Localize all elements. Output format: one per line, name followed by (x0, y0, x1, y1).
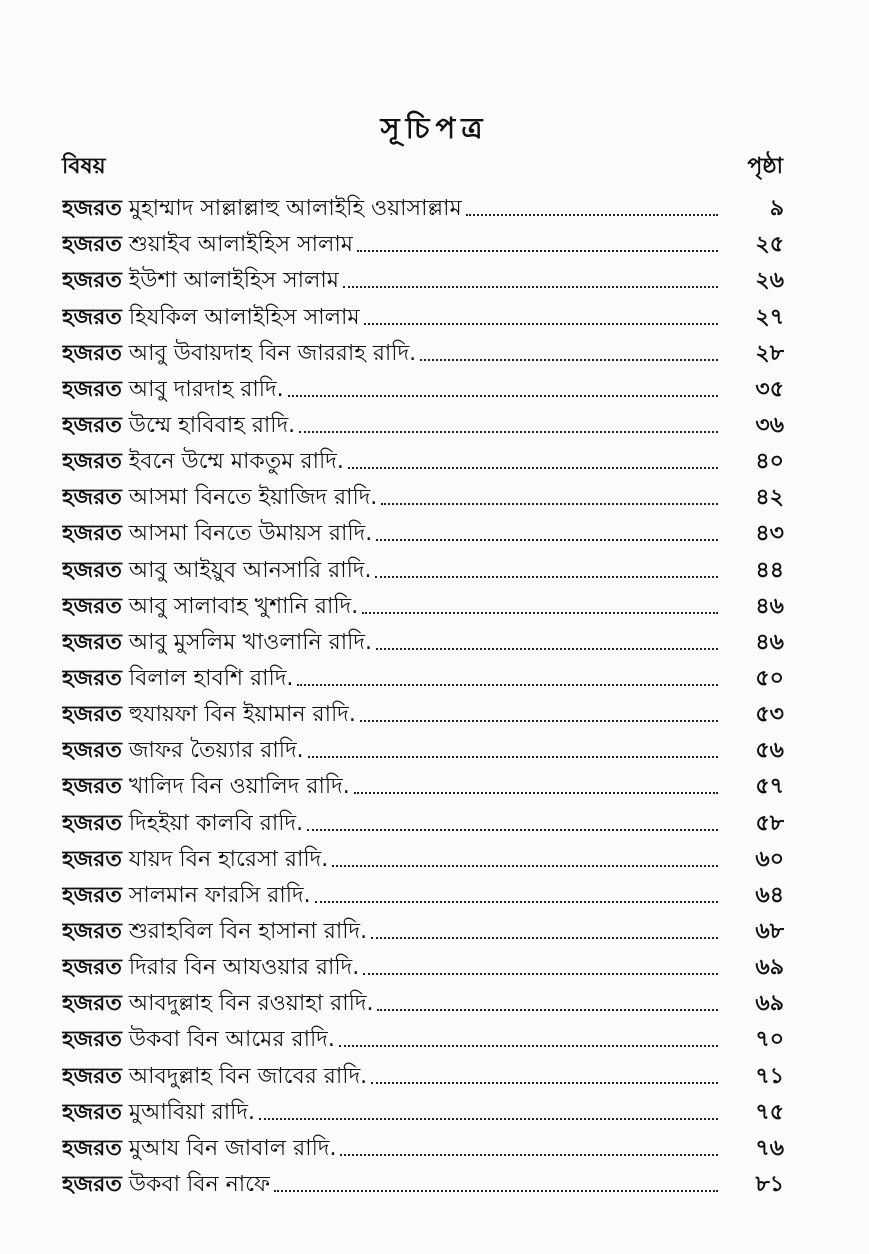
toc-page-number: ৮১ (755, 1171, 784, 1197)
toc-entry (62, 1128, 784, 1164)
toc-entry-title (62, 664, 293, 694)
dot-leader (299, 431, 718, 433)
toc-page-number: ৬৪ (755, 882, 784, 908)
dot-leader (297, 684, 718, 686)
dot-leader (340, 1154, 718, 1156)
toc-entry-title (62, 628, 372, 658)
toc-entry (62, 1092, 784, 1128)
dot-leader (362, 612, 718, 614)
toc-entry-prefix: হজরত (62, 232, 122, 258)
toc-page-number: ২৬ (755, 268, 784, 294)
toc-entry-title (62, 303, 360, 333)
toc-entry (62, 477, 784, 513)
toc-entry-prefix: হজরত (62, 593, 122, 619)
toc-page-number: ২৮ (755, 340, 784, 366)
dot-leader (339, 1045, 718, 1047)
toc-entry-prefix: হজরত (62, 1135, 122, 1161)
toc-entry-name: আসমা বিনতে ইয়াজিদ রাদি. (128, 485, 378, 511)
toc-entry-name: শুয়াইব আলাইহিস সালাম (128, 232, 353, 258)
toc-entry-title (62, 917, 367, 947)
dot-leader (348, 467, 718, 469)
dot-leader (466, 214, 718, 216)
toc-entry-name: শুরাহবিল বিন হাসানা রাদি. (128, 918, 368, 944)
toc-entry (62, 224, 784, 260)
toc-entry-title (62, 1062, 367, 1092)
toc-entry (62, 947, 784, 983)
toc-entry-name: হিযকিল আলাইহিস সালাম (128, 304, 360, 330)
toc-entry (62, 802, 784, 838)
toc-entry-prefix: হজরত (62, 846, 122, 872)
toc-page-number: ৫৩ (755, 702, 784, 728)
dot-leader (376, 648, 718, 650)
dot-leader (375, 576, 718, 578)
dot-leader (288, 395, 718, 397)
toc-page-number: ৭৬ (755, 1135, 784, 1161)
toc-entry (62, 1019, 784, 1055)
toc-entry-title (62, 1134, 336, 1164)
toc-entry (62, 839, 784, 875)
toc-entry-name: আবু উবায়দাহ বিন জাররাহ রাদি. (128, 340, 417, 366)
toc-entry (62, 766, 784, 802)
toc-entry (62, 911, 784, 947)
toc-entry-name: দিহইয়া কালবি রাদি. (128, 810, 304, 836)
toc-entry (62, 549, 784, 585)
toc-entry-name: উম্মে হাবিবাহ রাদি. (128, 412, 296, 438)
toc-page-number: ২৭ (755, 304, 784, 330)
toc-entry (62, 405, 784, 441)
dot-leader (363, 973, 718, 975)
toc-page-number: ৭০ (755, 1027, 784, 1053)
dot-leader (315, 901, 718, 903)
subject-column-header: বিষয় (62, 154, 106, 179)
toc-entry-title (62, 1098, 255, 1128)
toc-entry-title (62, 230, 353, 260)
toc-page-number: ৭১ (755, 1063, 784, 1089)
toc-entry-title (62, 447, 344, 477)
toc-page-number: ৫৬ (755, 738, 784, 764)
dot-leader (364, 323, 718, 325)
toc-page-number: ৫৭ (755, 774, 784, 800)
toc-entry-prefix: হজরত (62, 1171, 122, 1197)
dot-leader (259, 1118, 718, 1120)
toc-entry-title (62, 519, 372, 549)
toc-entry-title (62, 1025, 335, 1055)
toc-page-number: ৬৮ (755, 918, 784, 944)
toc-entry-name: ইউশা আলাইহিস সালাম (128, 268, 339, 294)
toc-entry (62, 441, 784, 477)
toc-entry-title (62, 411, 295, 441)
toc-entry (62, 586, 784, 622)
dot-leader (371, 1082, 718, 1084)
toc-entry-name: মুআয বিন জাবাল রাদি. (128, 1135, 337, 1161)
toc-entry-prefix: হজরত (62, 376, 122, 402)
toc-entry-prefix: হজরত (62, 557, 122, 583)
dot-leader (371, 937, 718, 939)
toc-entry-name: বিলাল হাবশি রাদি. (128, 665, 294, 691)
toc-entry (62, 694, 784, 730)
toc-page-number: ৪৬ (755, 593, 784, 619)
toc-entry-prefix: হজরত (62, 991, 122, 1017)
toc-entry (62, 658, 784, 694)
dot-leader (420, 359, 718, 361)
toc-page-number: ৪০ (755, 449, 784, 475)
toc-page-number: ৬০ (755, 846, 784, 872)
toc-entry (62, 730, 784, 766)
toc-entry (62, 1055, 784, 1091)
toc-entry-name: দিরার বিন আযওয়ার রাদি. (128, 955, 360, 981)
toc-entry-name: মুহাম্মাদ সাল্লাল্লাহু আলাইহি ওয়াসাল্লাম (128, 196, 462, 222)
page-title: সূচিপত্র (380, 111, 489, 145)
toc-entry-prefix: হজরত (62, 449, 122, 475)
toc-entry-prefix: হজরত (62, 340, 122, 366)
toc-page-number: ৬৯ (755, 991, 784, 1017)
toc-entry-name: খালিদ বিন ওয়ালিদ রাদি. (128, 774, 350, 800)
toc-entry-name: আসমা বিনতে উমায়স রাদি. (128, 521, 373, 547)
toc-page-number: ৭৫ (755, 1099, 784, 1125)
dot-leader (376, 539, 718, 541)
page-column-header: পৃষ্ঠা (747, 154, 783, 179)
dot-leader (332, 865, 718, 867)
dot-leader (354, 792, 718, 794)
toc-entry-name: যায়দ বিন হারেসা রাদি. (128, 846, 329, 872)
toc-entry-title (62, 809, 303, 839)
toc-entry-title (62, 266, 339, 296)
toc-page-number: ৯ (769, 196, 784, 222)
dot-leader (307, 829, 718, 831)
toc-entry-name: মুআবিয়া রাদি. (128, 1099, 255, 1125)
toc-entry-title (62, 953, 359, 983)
dot-leader (274, 1190, 718, 1192)
dot-leader (360, 720, 718, 722)
toc-page-number: ৫০ (755, 665, 784, 691)
toc-page-number: ৪২ (755, 485, 784, 511)
toc-entry-title (62, 556, 371, 586)
toc-entry-prefix: হজরত (62, 196, 122, 222)
toc-page-number: ৩৬ (755, 412, 784, 438)
toc-page-number: ৫৮ (755, 810, 784, 836)
toc-entry-prefix: হজরত (62, 268, 122, 294)
toc-entry-title (62, 736, 304, 766)
toc-entry-prefix: হজরত (62, 774, 122, 800)
toc-entry-prefix: হজরত (62, 304, 122, 330)
toc-entry-title (62, 483, 377, 513)
toc-entry-name: আবু মুসলিম খাওলানি রাদি. (128, 629, 372, 655)
toc-entry-prefix: হজরত (62, 918, 122, 944)
dot-leader (357, 250, 718, 252)
toc-entry (62, 296, 784, 332)
toc-page-number: ৪৩ (755, 521, 784, 547)
toc-entry-prefix: হজরত (62, 485, 122, 511)
toc-page-number: ৩৫ (755, 376, 784, 402)
toc-page-number: ৪৪ (755, 557, 784, 583)
toc-entry-title (62, 375, 284, 405)
toc-entry-prefix: হজরত (62, 665, 122, 691)
toc-entry-prefix: হজরত (62, 810, 122, 836)
toc-entry-title (62, 989, 373, 1019)
toc-entry (62, 188, 784, 224)
toc-entry (62, 369, 784, 405)
toc-entry-prefix: হজরত (62, 629, 122, 655)
table-of-contents (62, 188, 784, 1200)
toc-page-number: ৪৬ (755, 629, 784, 655)
toc-entry-name: আবদুল্লাহ বিন জাবের রাদি. (128, 1063, 368, 1089)
dot-leader (377, 1009, 718, 1011)
toc-entry-name: আবু সালাবাহ খুশানি রাদি. (128, 593, 359, 619)
toc-entry-name: সালমান ফারসি রাদি. (128, 882, 311, 908)
toc-page-number: ২৫ (755, 232, 784, 258)
toc-entry-name: আবু আইয়ুব আনসারি রাদি. (128, 557, 372, 583)
toc-entry-name: জাফর তৈয়্যার রাদি. (128, 738, 304, 764)
toc-entry-title (62, 592, 358, 622)
toc-entry-title (62, 845, 328, 875)
toc-entry-prefix: হজরত (62, 521, 122, 547)
toc-entry-prefix: হজরত (62, 702, 122, 728)
toc-entry-name: আবদুল্লাহ বিন রওয়াহা রাদি. (128, 991, 374, 1017)
toc-entry (62, 260, 784, 296)
toc-entry-title (62, 700, 356, 730)
toc-entry-name: উকবা বিন নাফে (128, 1171, 271, 1197)
toc-entry (62, 513, 784, 549)
dot-leader (343, 286, 718, 288)
toc-entry-name: আবু দারদাহ রাদি. (128, 376, 284, 402)
toc-entry-name: হুযায়ফা বিন ইয়ামান রাদি. (128, 702, 356, 728)
toc-entry-prefix: হজরত (62, 955, 122, 981)
dot-leader (381, 503, 718, 505)
toc-entry (62, 983, 784, 1019)
toc-entry-title (62, 194, 462, 224)
toc-entry (62, 1164, 784, 1200)
toc-entry-prefix: হজরত (62, 412, 122, 438)
toc-entry (62, 333, 784, 369)
toc-entry (62, 622, 784, 658)
toc-entry-prefix: হজরত (62, 1099, 122, 1125)
toc-entry-name: উকবা বিন আমের রাদি. (128, 1027, 335, 1053)
toc-entry-prefix: হজরত (62, 1063, 122, 1089)
toc-page-number: ৬৯ (755, 955, 784, 981)
toc-entry (62, 875, 784, 911)
toc-entry-name: ইবনে উম্মে মাকতুম রাদি. (128, 449, 344, 475)
toc-entry-title (62, 339, 416, 369)
dot-leader (308, 756, 718, 758)
toc-entry-title (62, 772, 350, 802)
toc-entry-title (62, 1170, 270, 1200)
toc-entry-title (62, 881, 311, 911)
toc-entry-prefix: হজরত (62, 738, 122, 764)
toc-entry-prefix: হজরত (62, 882, 122, 908)
toc-entry-prefix: হজরত (62, 1027, 122, 1053)
